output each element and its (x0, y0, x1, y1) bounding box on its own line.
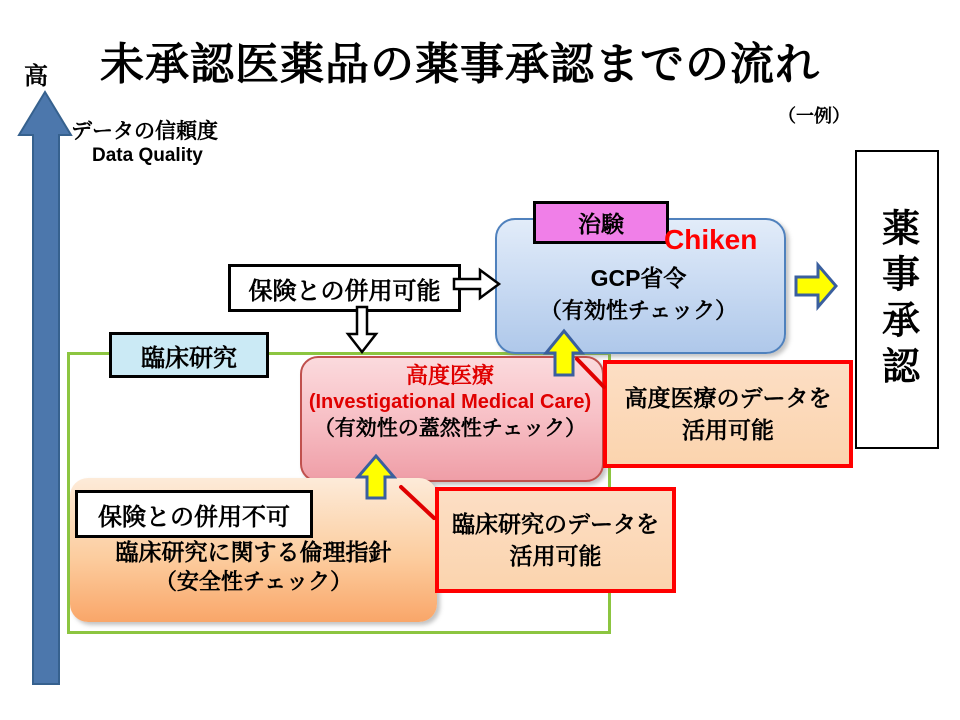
ethics-line1: 臨床研究に関する倫理指針 (115, 539, 392, 565)
advanced-data-use-box (603, 360, 853, 468)
pharmaceutical-approval-box (855, 150, 939, 449)
advanced-data-line1: 高度医療のデータを (624, 384, 832, 411)
axis-up-arrow-icon (16, 90, 74, 688)
advanced-data-line2: 活用可能 (682, 417, 774, 443)
advanced-line1: 高度医療 (405, 363, 494, 388)
data-quality-label-jp: データの信頼度 (71, 120, 218, 143)
title-note: （一例） (778, 106, 850, 126)
gcp-line2: （有効性チェック） (539, 298, 738, 324)
ethics-guideline-text (70, 538, 437, 596)
gcp-trial-text (495, 262, 782, 327)
red-connector-advanced-icon (570, 352, 612, 394)
ethics-line2: （安全性チェック） (154, 568, 353, 594)
yellow-right-arrow-to-approval-icon (793, 261, 839, 311)
insurance-ng-box: 保険との併用不可 (75, 490, 313, 538)
data-quality-label-en: Data Quality (92, 145, 203, 166)
axis-high-label: 高 (24, 63, 48, 90)
clinical-research-tag: 臨床研究 (109, 332, 269, 378)
gcp-line1: GCP省令 (590, 265, 687, 291)
right-outline-arrow-icon (452, 266, 502, 302)
down-outline-arrow-icon (344, 305, 380, 355)
red-connector-clinical-icon (394, 480, 440, 524)
yellow-up-arrow-to-advanced-icon (355, 453, 397, 501)
chiken-romaji-label: Chiken (664, 224, 758, 255)
slide-title: 未承認医薬品の薬事承認までの流れ (100, 40, 820, 89)
chiken-tag: 治験 (533, 201, 669, 244)
advanced-line2: (Investigational Medical Care) (308, 391, 592, 414)
pharmaceutical-approval-label: 薬事承認 (875, 207, 918, 392)
clinical-data-line1: 臨床研究のデータを (452, 510, 659, 537)
clinical-data-line2: 活用可能 (509, 543, 602, 569)
insurance-ok-box: 保険との併用可能 (228, 264, 461, 312)
clinical-data-use-box (435, 487, 676, 593)
advanced-line3: （有効性の蓋然性チェック） (313, 416, 587, 440)
